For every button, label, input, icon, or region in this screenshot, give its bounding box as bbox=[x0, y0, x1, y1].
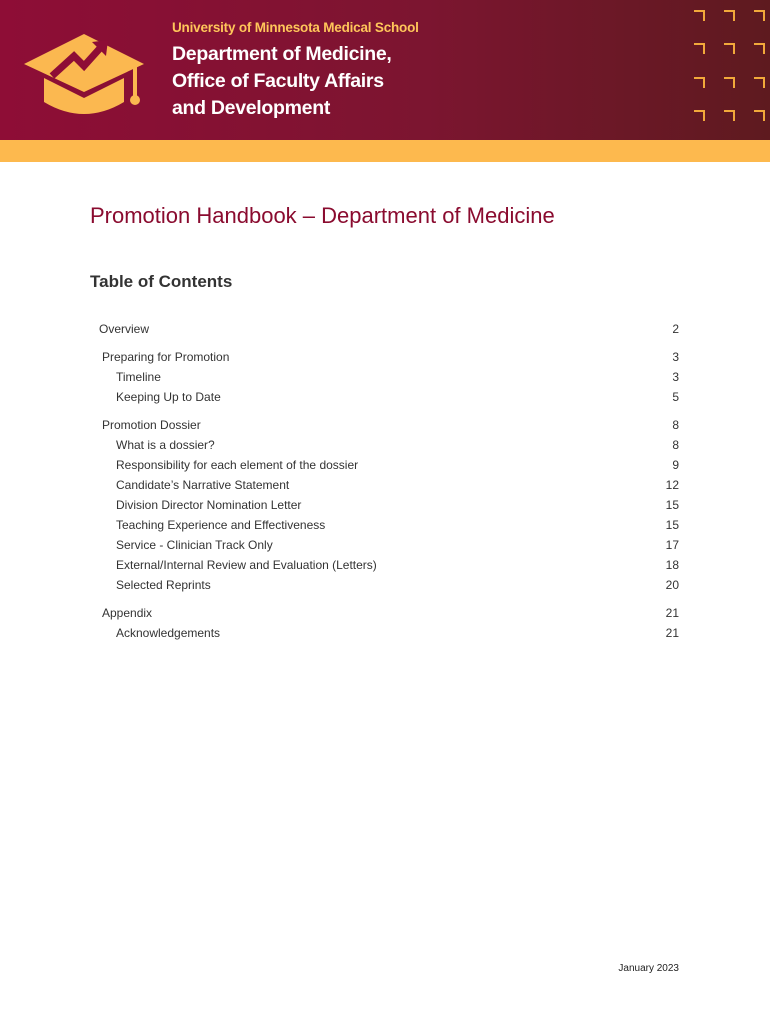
toc-entry-narrative-statement[interactable] bbox=[0, 478, 770, 496]
header-banner bbox=[0, 0, 770, 140]
document-title: Promotion Handbook – Department of Medicine bbox=[90, 203, 555, 228]
toc-entry-page: 17 bbox=[665, 538, 679, 552]
toc-entry-review-letters[interactable] bbox=[0, 558, 770, 576]
toc-entry-page: 15 bbox=[665, 518, 679, 532]
toc-entry-label: External/Internal Review and Evaluation (Letters) bbox=[116, 558, 377, 572]
toc-entry-label: Service - Clinician Track Only bbox=[116, 538, 273, 552]
toc-entry-timeline[interactable] bbox=[0, 370, 770, 388]
dept-line-2: Office of Faculty Affairs bbox=[172, 70, 384, 92]
toc-entry-page: 12 bbox=[665, 478, 679, 492]
toc-entry-label: Responsibility for each element of the dossier bbox=[116, 458, 359, 472]
toc-entry-page: 2 bbox=[672, 322, 679, 336]
toc-entry-page: 20 bbox=[665, 578, 679, 592]
toc-entry-page: 21 bbox=[665, 606, 679, 620]
corner-mark-icon bbox=[694, 43, 705, 54]
dept-line-3: and Development bbox=[172, 97, 331, 119]
toc-entry-preparing-for-promotion[interactable] bbox=[0, 350, 770, 368]
corner-mark-icon bbox=[754, 77, 765, 88]
graduation-cap-arrow-icon bbox=[22, 28, 152, 120]
corner-mark-icon bbox=[694, 77, 705, 88]
toc-entry-label: Promotion Dossier bbox=[102, 418, 201, 432]
toc-entry-label: Keeping Up to Date bbox=[116, 390, 221, 404]
toc-entry-label: Teaching Experience and Effectiveness bbox=[116, 518, 326, 532]
toc-entry-acknowledgements[interactable] bbox=[0, 626, 770, 644]
corner-mark-icon bbox=[724, 10, 735, 21]
toc-entry-page: 5 bbox=[672, 390, 679, 404]
corner-mark-icon bbox=[724, 77, 735, 88]
toc-entry-page: 3 bbox=[672, 370, 679, 384]
corner-mark-icon bbox=[754, 10, 765, 21]
toc-entry-label: Selected Reprints bbox=[116, 578, 211, 592]
gold-strip bbox=[0, 140, 770, 162]
dept-line-1: Department of Medicine, bbox=[172, 43, 392, 65]
toc-entry-page: 21 bbox=[665, 626, 679, 640]
toc-entry-label: Timeline bbox=[116, 370, 161, 384]
toc-entry-promotion-dossier[interactable] bbox=[0, 418, 770, 436]
banner-text bbox=[172, 20, 419, 122]
toc-entry-label: Preparing for Promotion bbox=[102, 350, 230, 364]
toc-entry-overview[interactable] bbox=[0, 322, 770, 340]
toc-entry-what-is-a-dossier[interactable] bbox=[0, 438, 770, 456]
school-name: University of Minnesota Medical School bbox=[172, 20, 419, 35]
corner-mark-icon bbox=[694, 110, 705, 121]
corner-mark-icon bbox=[694, 10, 705, 21]
toc-entry-page: 8 bbox=[672, 418, 679, 432]
toc-entry-page: 15 bbox=[665, 498, 679, 512]
corner-mark-icon bbox=[724, 43, 735, 54]
corner-mark-icon bbox=[724, 110, 735, 121]
toc-entry-label: What is a dossier? bbox=[116, 438, 215, 452]
corner-mark-icon bbox=[754, 110, 765, 121]
toc-entry-label: Appendix bbox=[102, 606, 153, 620]
toc-entry-service-clinician[interactable] bbox=[0, 538, 770, 556]
toc-entry-page: 3 bbox=[672, 350, 679, 364]
toc-entry-label: Acknowledgements bbox=[116, 626, 221, 640]
toc-entry-responsibility[interactable] bbox=[0, 458, 770, 476]
corner-mark-icon bbox=[754, 43, 765, 54]
toc-entry-keeping-up-to-date[interactable] bbox=[0, 390, 770, 408]
toc-entry-page: 9 bbox=[672, 458, 679, 472]
toc-entry-selected-reprints[interactable] bbox=[0, 578, 770, 596]
toc-entry-appendix[interactable] bbox=[0, 606, 770, 624]
toc-entry-label: Division Director Nomination Letter bbox=[116, 498, 302, 512]
toc-entry-label: Overview bbox=[99, 322, 150, 336]
footer-date: January 2023 bbox=[618, 963, 679, 974]
toc-entry-page: 8 bbox=[672, 438, 679, 452]
toc-entry-teaching-experience[interactable] bbox=[0, 518, 770, 536]
toc-entry-page: 18 bbox=[665, 558, 679, 572]
toc-entry-nomination-letter[interactable] bbox=[0, 498, 770, 516]
toc-entry-label: Candidate’s Narrative Statement bbox=[116, 478, 290, 492]
toc-heading: Table of Contents bbox=[90, 272, 233, 291]
